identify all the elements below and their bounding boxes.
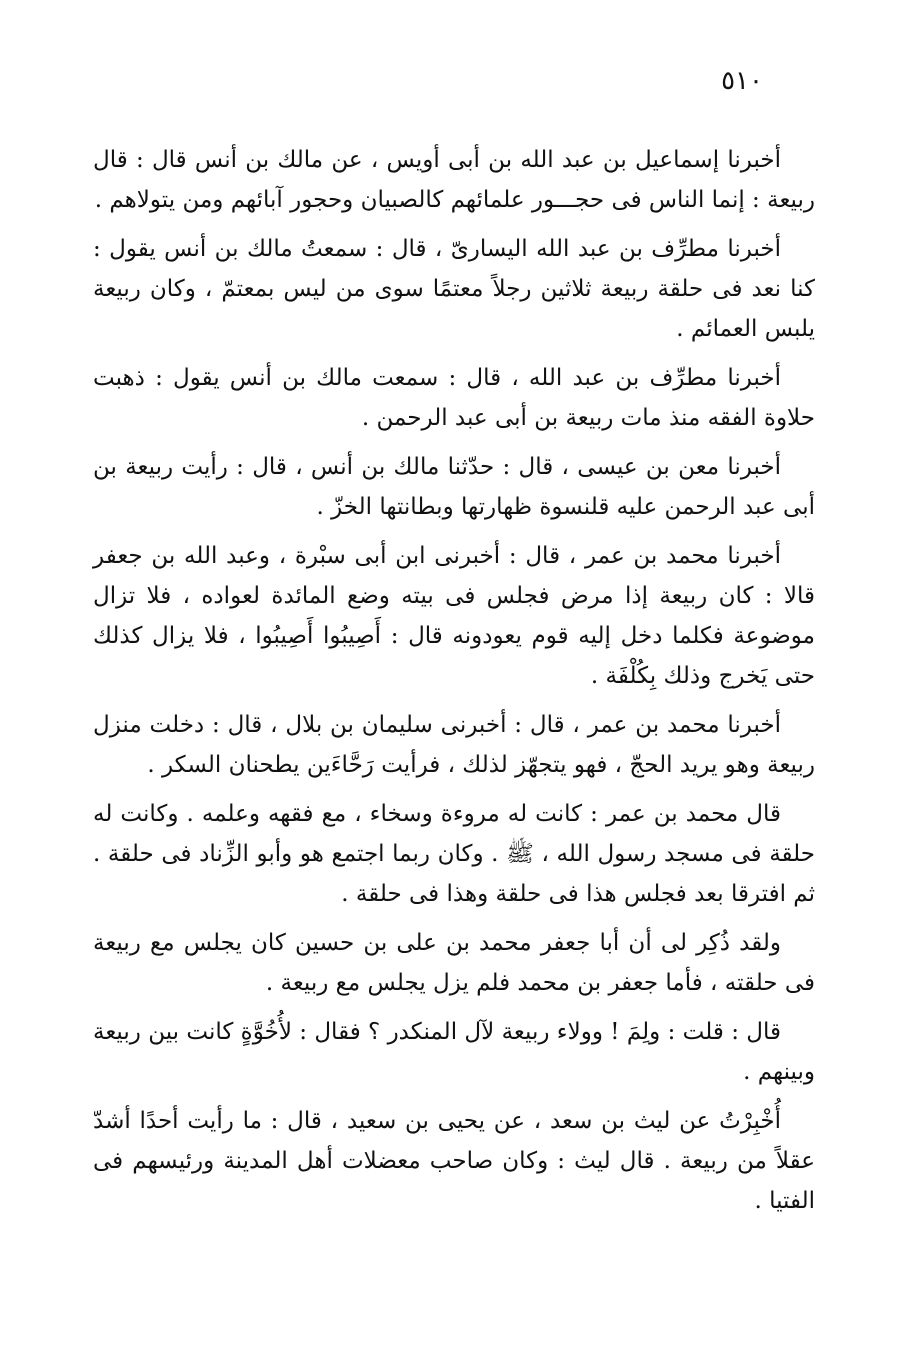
main-text (93, 140, 815, 1230)
paragraph-7: قال محمد بن عمر : كانت له مروءة وسخاء ، مع فقهه وعلمه . وكانت له حلقة فى مسجد رسول الله ، ﷺ . وكان ربما اجتمع هو وأبو الزِّناد فى حلقة . ثم افترقا بعد فجلس هذا فى حلقة وهذا فى حلقة . (93, 801, 815, 907)
paragraph-5: أخبرنا محمد بن عمر ، قال : أخبرنى ابن أبى سبْرة ، وعبد الله بن جعفر قالا : كان ربيعة إذا مرض فجلس فى بيته وضع المائدة لعواده ، فلا تزال موضوعة فكلما دخل إليه قوم يعودونه قال : أَصِيبُوا أَصِيبُوا ، فلا يزال كذلك حتى يَخرج وذلك بِكُلْفَة . (93, 543, 815, 689)
paragraph-10: أُخْبِرْتُ عن ليث بن سعد ، عن يحيى بن سعيد ، قال : ما رأيت أحدًا أشدّ عقلاً من ربيعة . قال ليث : وكان صاحب معضلات أهل المدينة ورئيسهم فى الفتيا . (93, 1108, 815, 1214)
paragraph-9: قال : قلت : ولِمَ ! وولاء ربيعة لآل المنكدر ؟ فقال : لأُخُوَّةٍ كانت بين ربيعة وبينهم . (93, 1019, 815, 1085)
paragraph-8: ولقد ذُكِر لى أن أبا جعفر محمد بن على بن حسين كان يجلس مع ربيعة فى حلقته ، فأما جعفر بن محمد فلم يزل يجلس مع ربيعة . (93, 930, 815, 996)
paragraph-1: أخبرنا إسماعيل بن عبد الله بن أبى أويس ، عن مالك بن أنس قال : قال ربيعة : إنما الناس فى حجـــور علمائهم كالصبيان وحجور آبائهم ومن يتولاهم . (93, 147, 815, 213)
paragraph-4: أخبرنا معن بن عيسى ، قال : حدّثنا مالك بن أنس ، قال : رأيت ربيعة بن أبى عبد الرحمن عليه قلنسوة ظهارتها وبطانتها الخزّ . (93, 454, 815, 520)
page-number: ٥١٠ (721, 66, 763, 96)
paragraph-2: أخبرنا مطرِّف بن عبد الله اليسارىّ ، قال : سمعتُ مالك بن أنس يقول : كنا نعد فى حلقة ربيعة ثلاثين رجلاً معتمًا سوى من ليس بمعتمّ ، وكان ربيعة يلبس العمائم . (93, 236, 815, 342)
paragraph-6: أخبرنا محمد بن عمر ، قال : أخبرنى سليمان بن بلال ، قال : دخلت منزل ربيعة وهو يريد الحجّ ، فهو يتجهّز لذلك ، فرأيت رَحَّاءَين يطحنان السكر . (93, 712, 815, 778)
paragraph-3: أخبرنا مطرِّف بن عبد الله ، قال : سمعت مالك بن أنس يقول : ذهبت حلاوة الفقه منذ مات ربيعة بن أبى عبد الرحمن . (93, 365, 815, 431)
